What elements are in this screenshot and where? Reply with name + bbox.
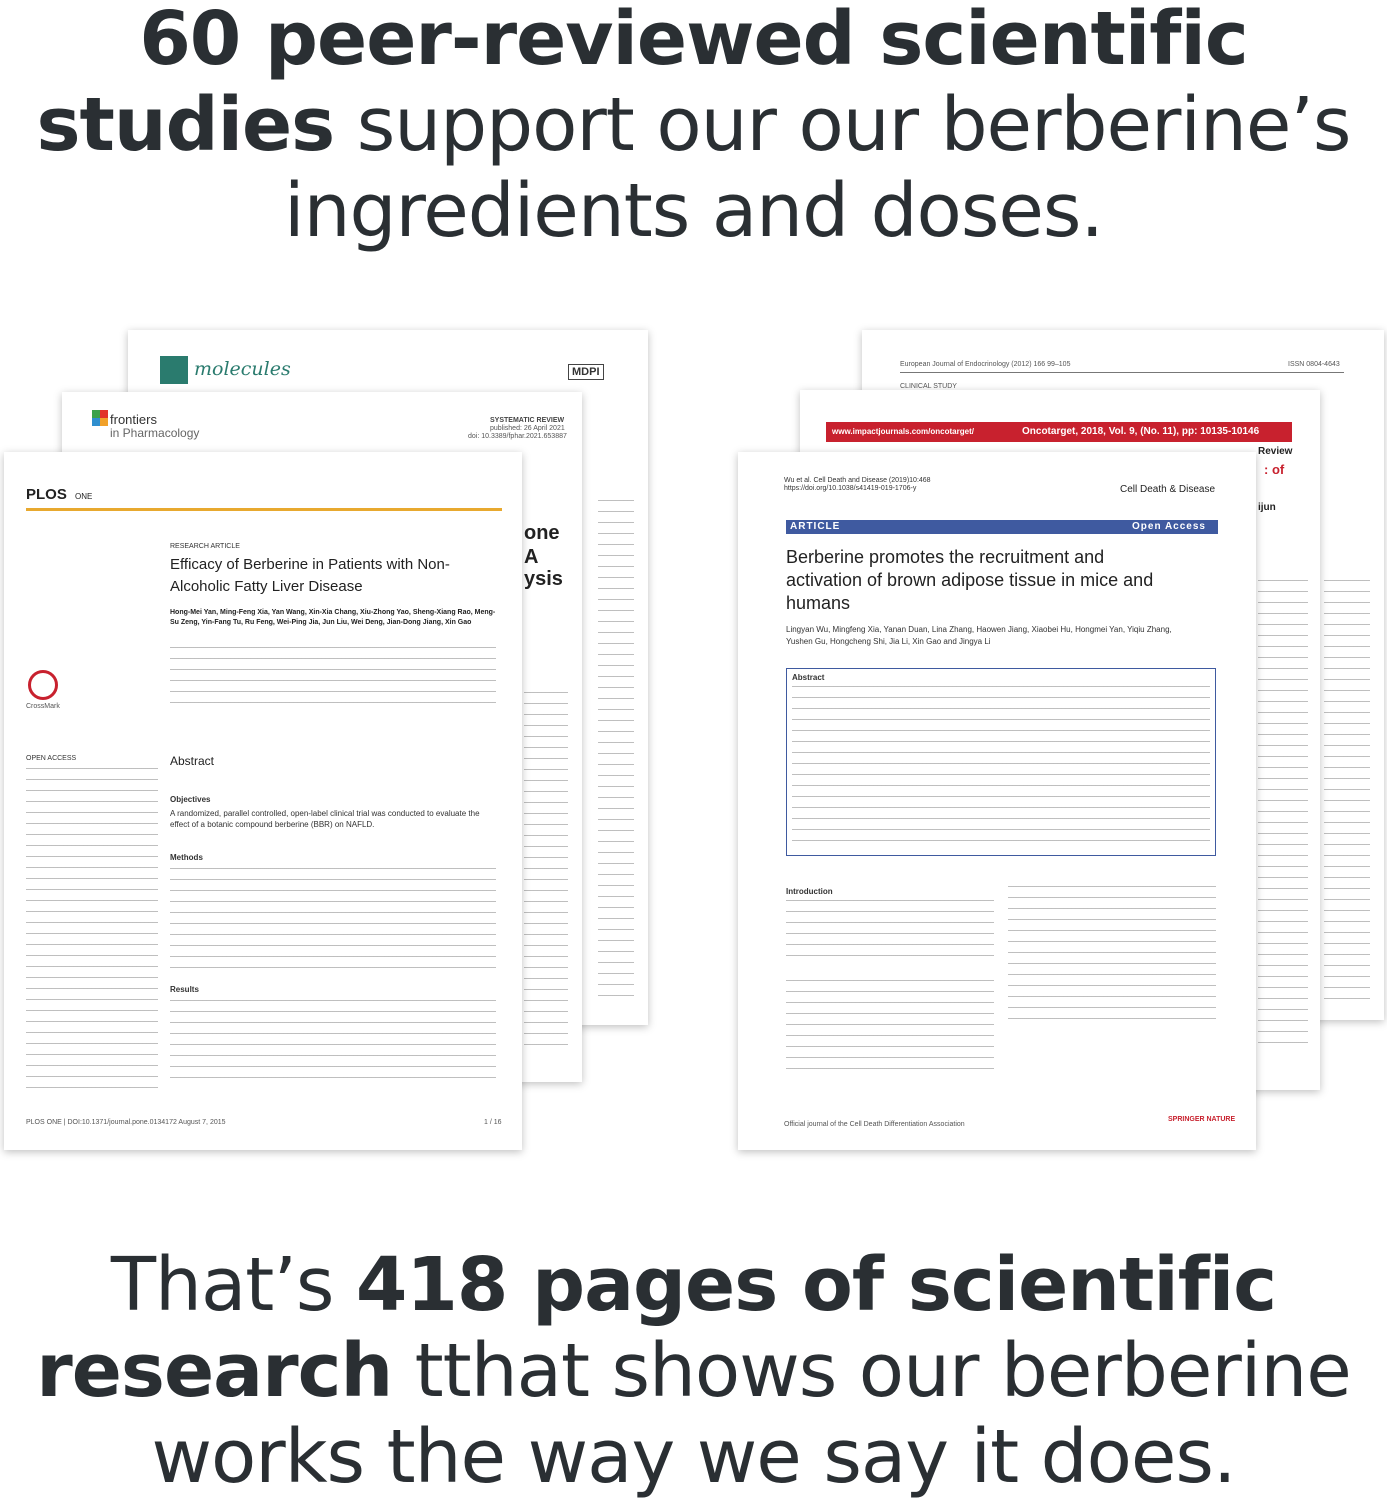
frontiers-title-frag-3: ysis (524, 568, 563, 590)
headline-bottom-line2-bold: research (36, 1328, 393, 1414)
plos-sidebar-text (26, 768, 158, 1098)
plos-label: RESEARCH ARTICLE (170, 543, 240, 550)
cdd-intro-col1 (786, 900, 994, 960)
crossmark-icon (28, 670, 58, 700)
molecules-journal: molecules (194, 358, 291, 380)
plos-rule (26, 508, 502, 511)
frontiers-title-frag-2: A (524, 546, 539, 568)
plos-objectives-text: A randomized, parallel controlled, open-label clinical trial was conducted to evaluate the effect of a botanic compound berberine (BBR) on NAFLD. (170, 809, 480, 829)
eje-rule (900, 372, 1344, 373)
plos-results-text (170, 1000, 496, 1088)
eje-section: CLINICAL STUDY (900, 383, 957, 390)
headline-bottom-line2-rest: tthat shows our berberine (392, 1328, 1351, 1414)
molecules-logo-icon (160, 356, 188, 384)
crossmark-label: CrossMark (26, 703, 60, 710)
cdd-notes (786, 980, 994, 1070)
oncotarget-citation: Oncotarget, 2018, Vol. 9, (No. 11), pp: 10135-10146 (1022, 426, 1260, 437)
headline-top-line2-rest: support our our berberine’s (334, 82, 1351, 168)
springer-nature-logo: SPRINGER NATURE (1168, 1116, 1236, 1123)
headline-bottom-line3: works the way we say it does. (151, 1414, 1236, 1500)
frontiers-type: SYSTEMATIC REVIEW (490, 417, 565, 424)
plos-objectives-heading: Objectives (170, 795, 211, 804)
oncotarget-frag-2: : of (1264, 462, 1285, 477)
eje-issn: ISSN 0804-4643 (1288, 361, 1340, 368)
cdd-intro-col2 (1008, 886, 1216, 1026)
headline-top-line1: 60 peer-reviewed scientific (139, 0, 1248, 82)
cdd-journal: Cell Death & Disease (1120, 484, 1216, 495)
plos-footer-left: PLOS ONE | DOI:10.1371/journal.pone.0134172 August 7, 2015 (26, 1119, 226, 1126)
frontiers-doi: doi: 10.3389/fphar.2021.653887 (468, 433, 567, 440)
frontiers-published: published: 26 April 2021 (490, 425, 565, 432)
headline-bottom-line1-pre: That’s (110, 1242, 356, 1328)
plos-abstract-heading: Abstract (170, 754, 215, 768)
plos-logo (26, 486, 92, 503)
oncotarget-text-lines (1258, 580, 1308, 1050)
frontiers-title-frag-1: one (524, 522, 560, 544)
plos-title: Efficacy of Berberine in Patients with Non-Alcoholic Fatty Liver Disease (170, 556, 450, 595)
frontiers-journal: frontiers (110, 412, 157, 427)
plos-brand-sub: ONE (75, 492, 93, 501)
plos-open-access: OPEN ACCESS (26, 755, 77, 762)
headline-bottom-line2 (0, 1328, 1387, 1420)
cdd-cite: Wu et al. Cell Death and Disease (2019)10:468 (784, 477, 931, 484)
headline-top-line2 (0, 82, 1387, 174)
cdd-title: Berberine promotes the recruitment and activation of brown adipose tissue in mice and humans (786, 547, 1154, 613)
plos-brand: PLOS (26, 486, 67, 503)
cdd-authors: Lingyan Wu, Mingfeng Xia, Yanan Duan, Lina Zhang, Haowen Jiang, Xiaobei Hu, Hongmei Yan, Yiqiu Zhang, Yushen Gu, Hongcheng Shi, Jia Li, Xin Gao and Jingya Li (786, 625, 1172, 646)
eje-text-lines (1324, 580, 1370, 1000)
headline-top-line3: ingredients and doses. (284, 168, 1103, 254)
oncotarget-url: www.impactjournals.com/oncotarget/ (832, 427, 974, 436)
cdd-abstract-text (792, 686, 1210, 850)
oncotarget-frag-3: ijun (1258, 502, 1276, 513)
cdd-intro-heading: Introduction (786, 887, 833, 896)
plos-affiliations (170, 647, 496, 707)
plos-results-heading: Results (170, 985, 199, 994)
mdpi-logo: MDPI (568, 364, 604, 380)
frontiers-logo-icon (92, 410, 108, 426)
eje-header: European Journal of Endocrinology (2012) 166 99–105 (900, 361, 1071, 368)
plos-methods-text (170, 868, 496, 968)
frontiers-sub: in Pharmacology (110, 426, 200, 440)
plos-methods-heading: Methods (170, 853, 203, 862)
headline-bottom-line1-bold: 418 pages of scientific (355, 1242, 1277, 1328)
cdd-doi: https://doi.org/10.1038/s41419-019-1706-y (784, 485, 917, 492)
cdd-access: Open Access (1132, 521, 1206, 532)
cdd-label: ARTICLE (790, 521, 841, 532)
molecules-text-lines (598, 500, 634, 1000)
oncotarget-frag-1: Review (1258, 446, 1293, 457)
paper-plos (4, 452, 522, 1150)
headline-bottom (0, 1242, 1387, 1506)
paper-cdd (738, 452, 1256, 1150)
cdd-footer-left: Official journal of the Cell Death Differentiation Association (784, 1121, 965, 1128)
headline-top (0, 0, 1387, 260)
headline-top-line2-bold: studies (36, 82, 335, 168)
plos-footer-right: 1 / 16 (484, 1119, 502, 1126)
headline-bottom-line1 (0, 1242, 1387, 1334)
cdd-abstract-heading: Abstract (792, 673, 825, 682)
plos-authors: Hong-Mei Yan, Ming-Feng Xia, Yan Wang, Xin-Xia Chang, Xiu-Zhong Yao, Sheng-Xiang Rao, Meng-Su Zeng, Yin-Fang Tu, Ru Feng, Wei-Ping Jia, Jun Liu, Wei Deng, Jian-Dong Jiang, Xin Gao (170, 609, 496, 626)
frontiers-text-lines (524, 692, 568, 1052)
